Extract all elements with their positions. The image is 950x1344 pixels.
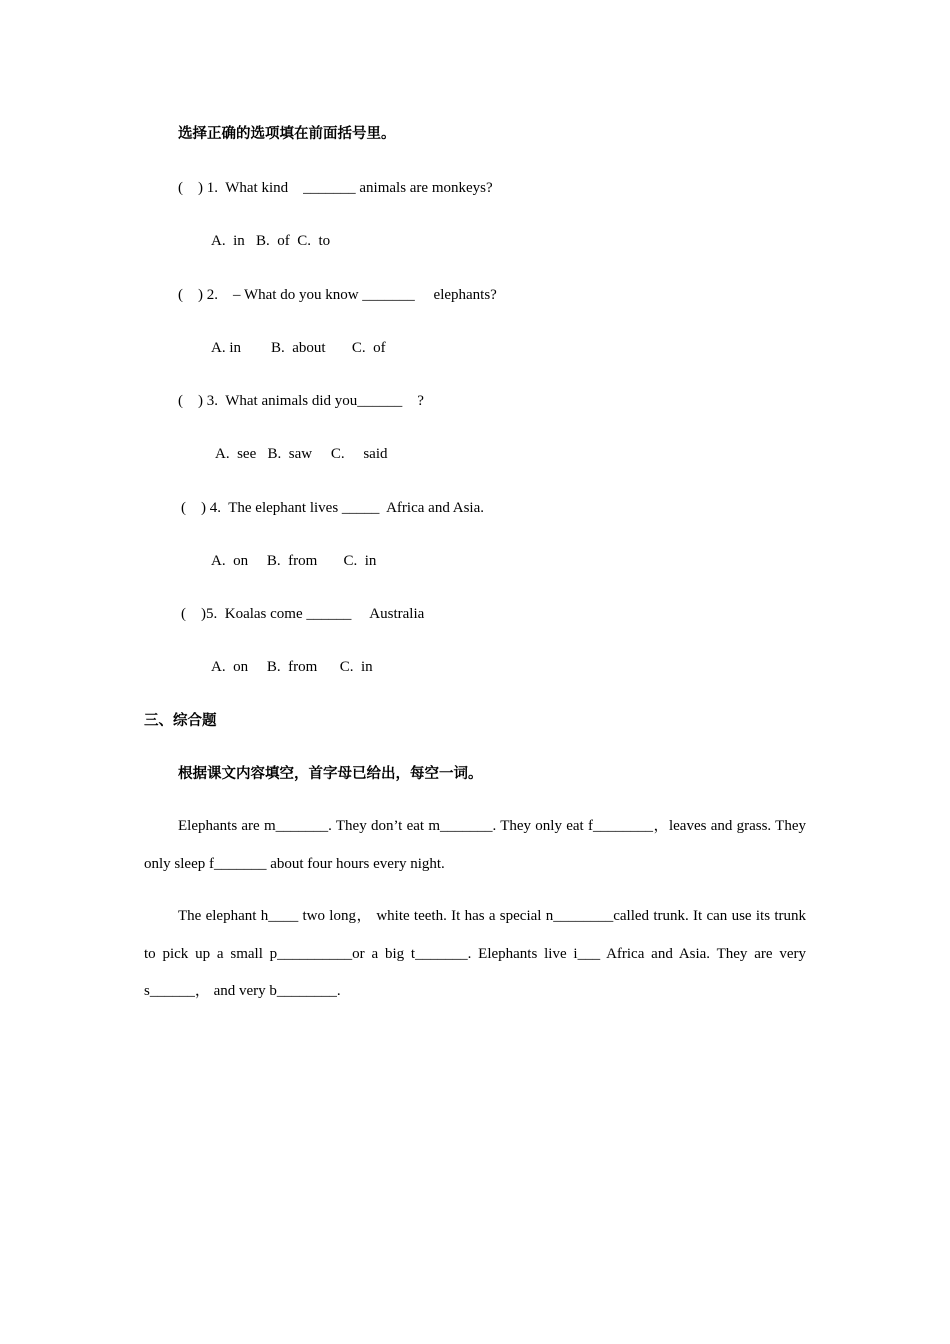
question-5-stem: ( )5. Koalas come ______ Australia [181,606,425,622]
question-1-stem: ( ) 1. What kind _______ animals are monkeys? [178,180,493,196]
section2-instruction: 选择正确的选项填在前面括号里。 [178,126,396,142]
fill-in-paragraph-2: The elephant h____ two long， white teeth. It has a special n________called trunk. It can use its trunk to pick up a small p__________or a big t_______. Elephants live i___ Africa and Asia. They are very s______， and very b________. [144,908,806,999]
question-5-options: A. on B. from C. in [211,659,373,675]
section3-instruction: 根据课文内容填空，首字母已给出，每空一词。 [178,766,483,782]
question-2-options: A. in B. about C. of [211,340,386,356]
question-3-options: A. see B. saw C. said [215,446,388,462]
question-1-options: A. in B. of C. to [211,233,331,249]
question-4-options: A. on B. from C. in [211,553,377,569]
question-3-stem: ( ) 3. What animals did you______ ? [178,393,424,409]
question-4-stem: ( ) 4. The elephant lives _____ Africa and Asia. [181,500,484,516]
section3-heading: 三、综合题 [144,713,217,729]
fill-in-paragraph-1: Elephants are m_______. They don’t eat m_______. They only eat f________，leaves and grass. They only sleep f_______ about four hours every night. [144,818,806,872]
question-2-stem: ( ) 2. – What do you know _______ elephants? [178,287,497,303]
